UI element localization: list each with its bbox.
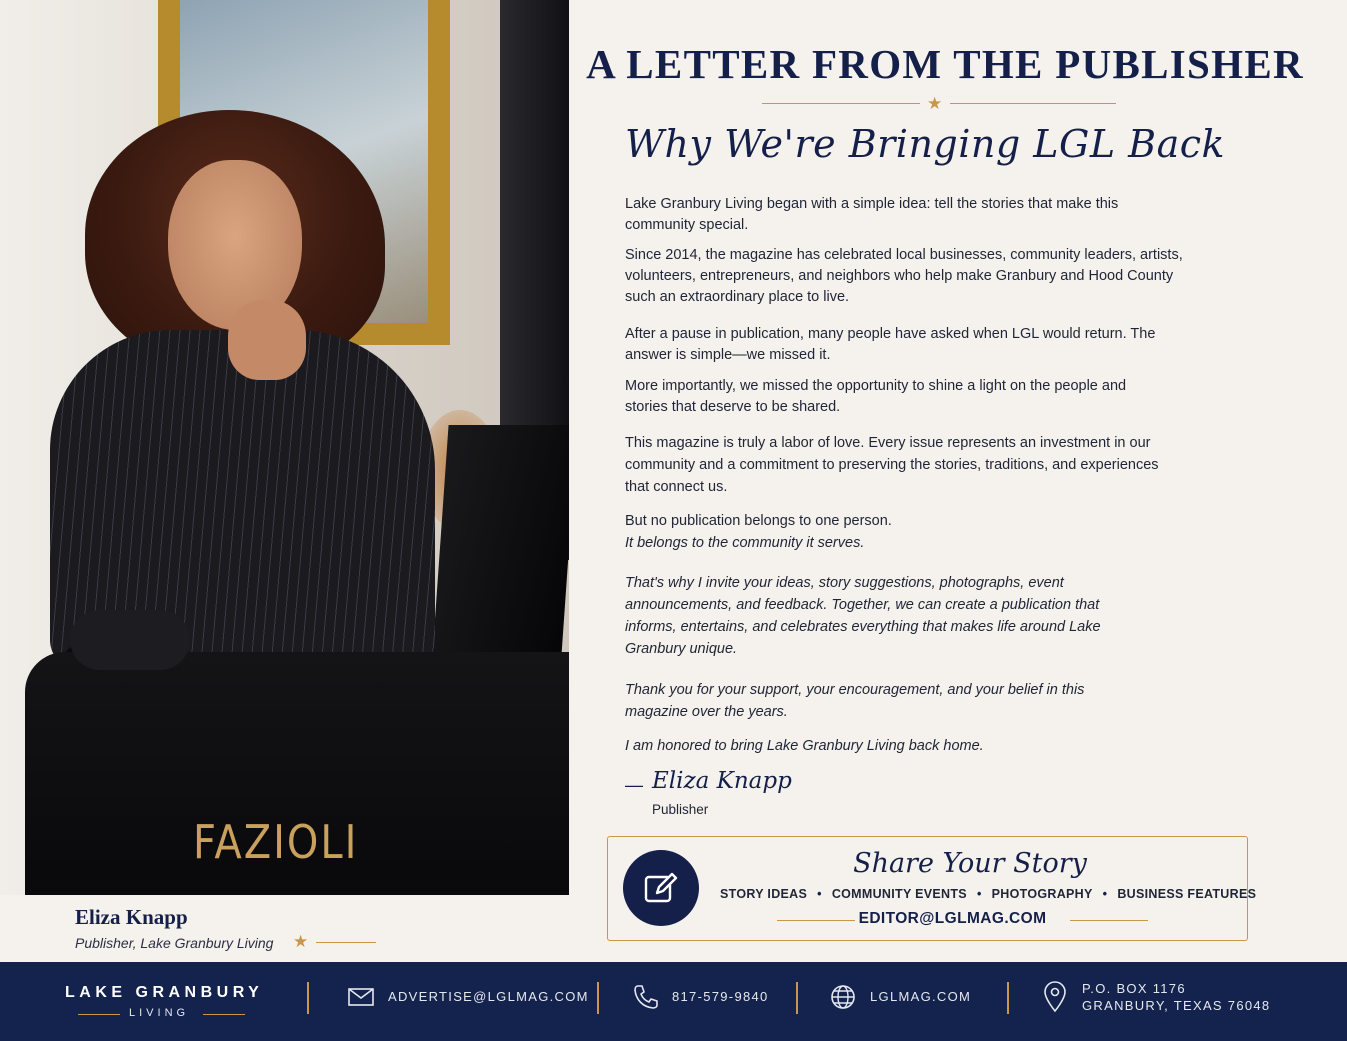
footer-separator [1007,982,1009,1014]
publisher-photo [0,0,569,895]
logo-line-right [203,1014,245,1015]
address-line: GRANBURY, TEXAS 76048 [1082,998,1271,1013]
share-tag: PHOTOGRAPHY [991,887,1093,901]
letter-paragraph: I am honored to bring Lake Granbury Living back home. [625,738,984,754]
bullet-icon: • [976,887,982,901]
editor-email-link[interactable]: EDITOR@LGLMAG.COM [858,910,1047,927]
letter-paragraph: More importantly, we missed the opportunity to shine a light on the people and stories that deserve to be shared. [625,378,1127,415]
signature-dash: — [625,775,643,795]
piano-brand-logo: FAZIOLI [193,816,359,870]
piano-lid [431,425,569,670]
location-pin-icon [1042,981,1068,1013]
signature-title: Publisher [652,802,709,817]
footer-logo: LAKE GRANBURY [65,984,264,1001]
address-line: P.O. BOX 1176 [1082,981,1186,996]
mailing-address [1082,980,1270,1014]
letter-paragraph: Since 2014, the magazine has celebrated local businesses, community leaders, artists, volunteers, entrepreneurs, and neighbors who help make Granbury and Hood County such an extraordinary place to live. [625,247,1183,305]
letter-paragraph: After a pause in publication, many people have asked when LGL would return. The answer is simple—we missed it. [625,326,1156,363]
mail-icon [347,983,375,1011]
photo-caption-name: Eliza Knapp [75,905,188,929]
footer-bar [0,962,1347,1041]
letter-paragraph: But no publication belongs to one person. [625,513,892,529]
footer-logo-sub: LIVING [129,1007,190,1019]
share-tag: BUSINESS FEATURES [1117,887,1257,901]
website-link[interactable]: LGLMAG.COM [870,989,972,1004]
page-title: A LETTER FROM THE PUBLISHER [586,41,1304,87]
edit-pencil-icon-glyph [641,868,681,908]
bullet-icon: • [1102,887,1108,901]
signature: Eliza Knapp [652,768,792,794]
logo-line-left [78,1014,120,1015]
share-tags [720,887,1256,901]
title-star-icon: ★ [927,94,943,113]
title-ornament-line-right [950,103,1116,104]
portrait-hand [228,300,306,380]
share-title: Share Your Story [853,848,1087,879]
letter-paragraph: That's why I invite your ideas, story suggestions, photographs, event announcements, and feedback. Together, we can create a publication that informs, entertains, and celebrates everything that makes life around Lake Granbury unique. [625,575,1101,657]
letter-paragraph: Thank you for your support, your encouragement, and your belief in this magazine over the years. [625,682,1085,720]
bullet-icon: • [817,887,822,901]
edit-pencil-icon [623,850,699,926]
letter-paragraph: This magazine is truly a labor of love. Every issue represents an investment in our community and a commitment to preserving the stories, traditions, and experiences that connect us. [625,435,1159,495]
photo-caption-role: Publisher, Lake Granbury Living [75,935,274,951]
portrait-arm [70,610,190,670]
share-tag: STORY IDEAS [720,887,808,901]
caption-star-icon: ★ [293,932,309,951]
caption-divider [316,942,376,943]
phone-link[interactable]: 817-579-9840 [672,989,769,1004]
share-tag: COMMUNITY EVENTS [831,887,967,901]
footer-separator [307,982,309,1014]
phone-icon [632,983,660,1011]
letter-subtitle: Why We're Bringing LGL Back [625,122,1226,166]
letter-paragraph: Lake Granbury Living began with a simple idea: tell the stories that make this community special. [625,196,1119,233]
footer-separator [597,982,599,1014]
advertise-email-link[interactable]: ADVERTISE@LGLMAG.COM [388,989,589,1004]
title-ornament-line-left [762,103,920,104]
letter-paragraph: It belongs to the community it serves. [625,535,865,551]
email-divider-right [1070,920,1148,921]
globe-icon [829,983,857,1011]
footer-separator [796,982,798,1014]
